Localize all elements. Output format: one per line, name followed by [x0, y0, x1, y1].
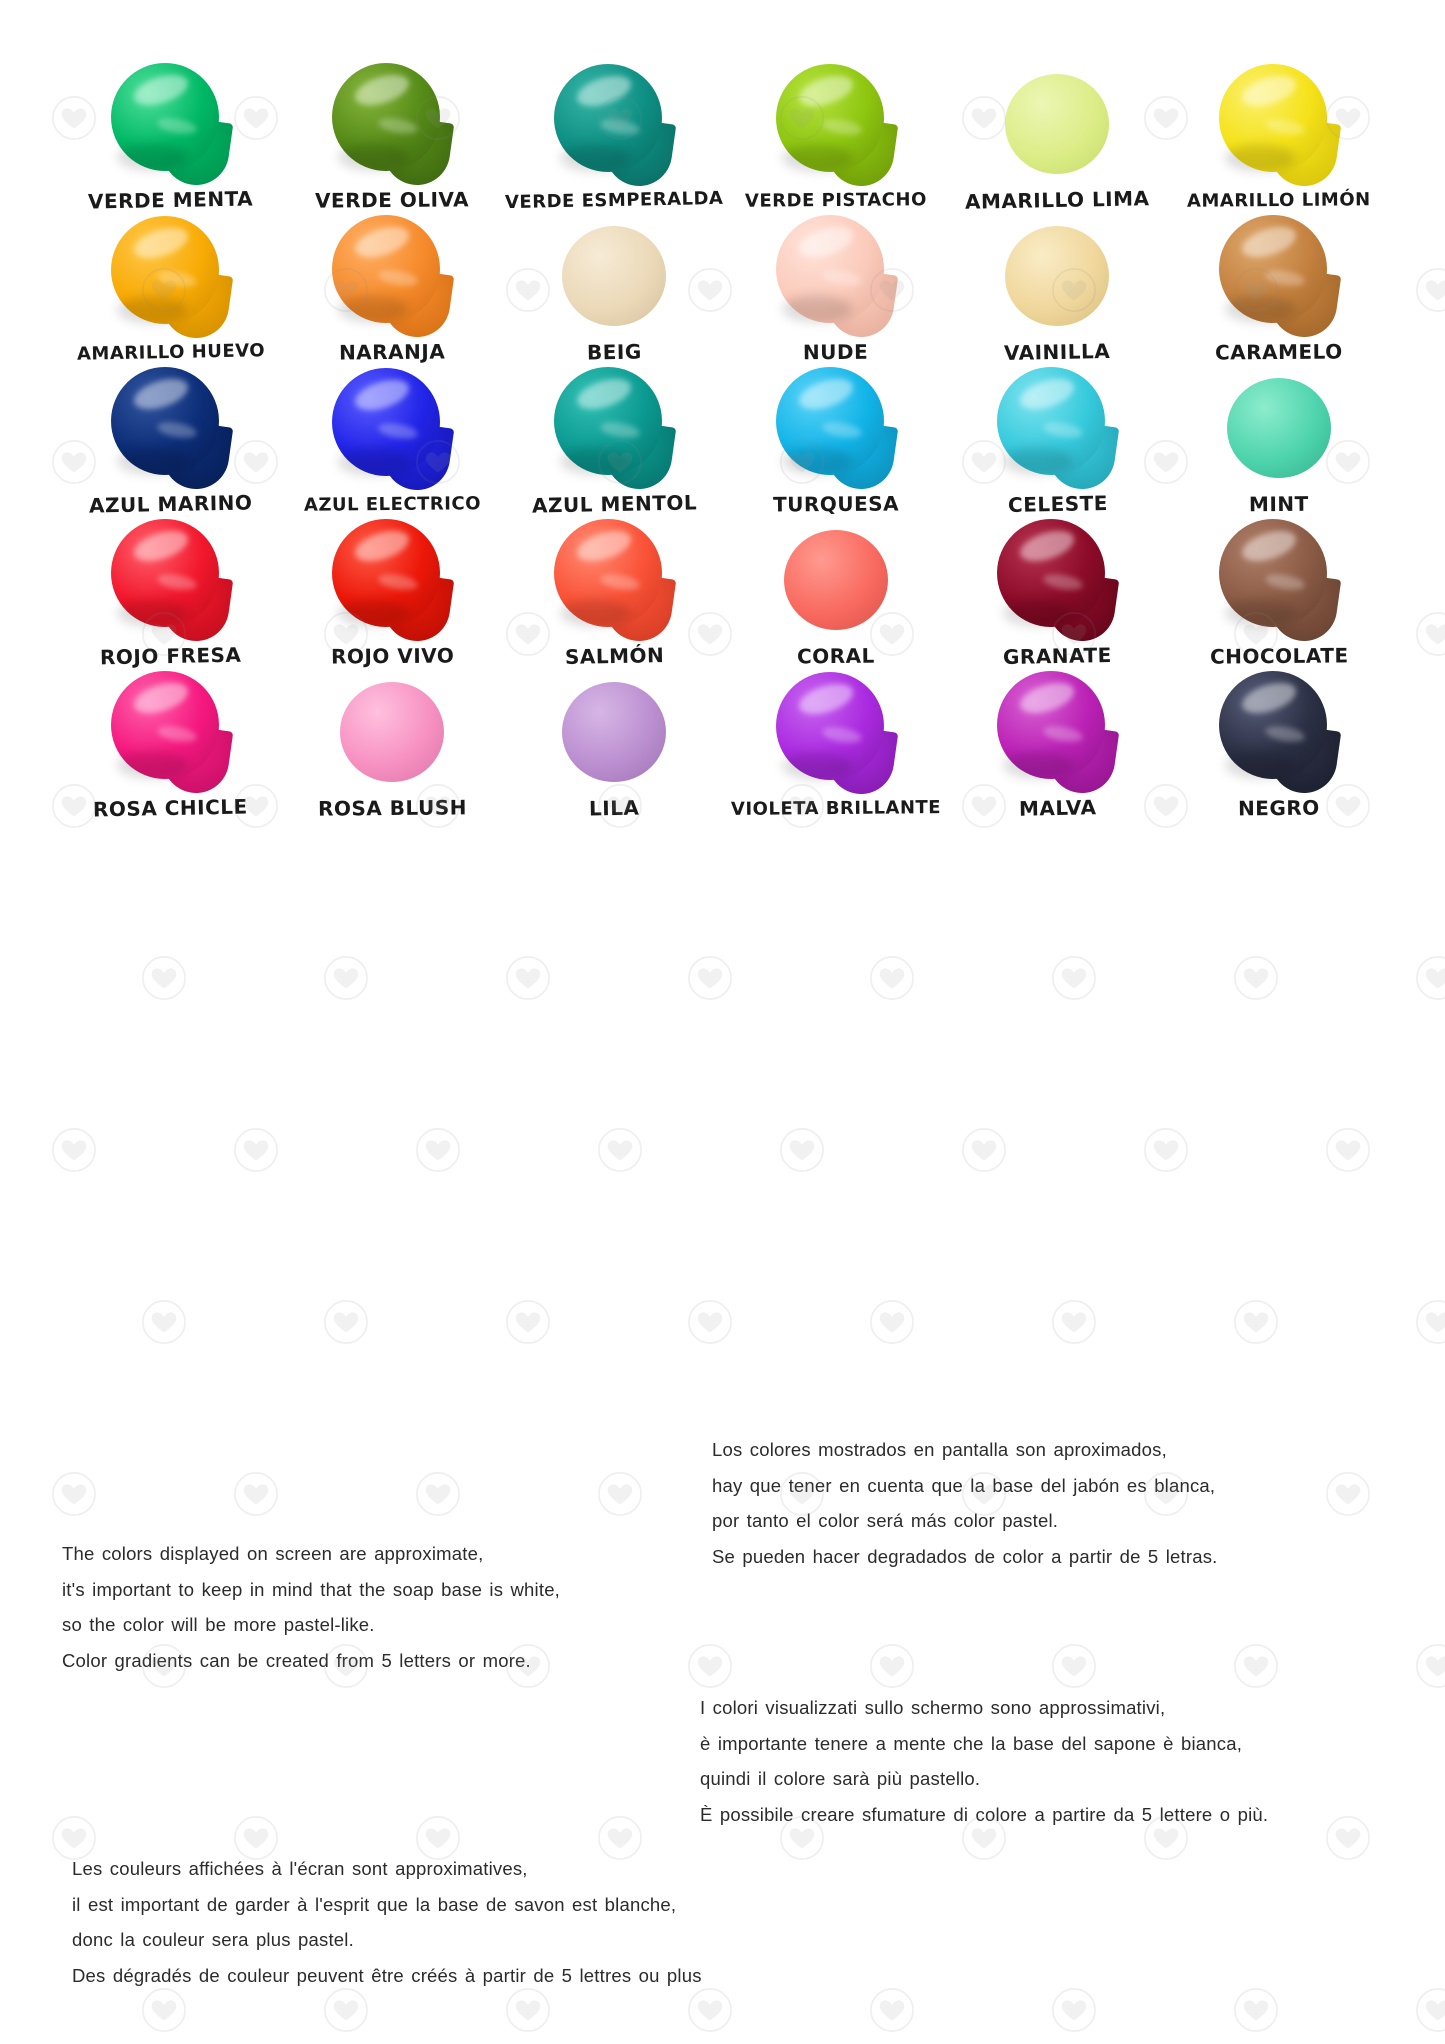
- color-name-label: BEIG: [586, 339, 642, 365]
- note-line: it's important to keep in mind that the soap base is white,: [62, 1578, 561, 1600]
- color-name-label: LILA: [588, 795, 640, 821]
- note-line: Des dégradés de couleur peuvent être créés à partir de 5 lettres ou plus: [72, 1964, 702, 1986]
- color-name-label: VERDE ESMPERALDA: [504, 187, 724, 214]
- note-spanish: [712, 1432, 1412, 1574]
- color-name-label: ROSA CHICLE: [93, 794, 249, 822]
- color-name-label: VAINILLA: [1004, 338, 1111, 366]
- color-name-label: ROSA BLUSH: [317, 795, 468, 821]
- note-line: hay que tener en cuenta que la base del jabón es blanca,: [712, 1474, 1216, 1496]
- note-line: Les couleurs affichées à l'écran sont approximatives,: [72, 1858, 528, 1879]
- color-name-label: AMARILLO LIMA: [965, 186, 1150, 214]
- note-english: [62, 1536, 762, 1678]
- note-line: quindi il colore sarà più pastello.: [700, 1768, 981, 1790]
- color-name-label: CORAL: [796, 643, 875, 669]
- color-name-label: GRANATE: [1002, 642, 1113, 670]
- color-name-label: ROJO FRESA: [99, 642, 242, 670]
- note-line: è importante tenere a mente che la base del sapone è bianca,: [700, 1732, 1243, 1754]
- color-name-label: VERDE PISTACHO: [744, 189, 927, 212]
- note-line: Color gradients can be created from 5 letters or more.: [62, 1649, 531, 1671]
- color-name-label: VERDE OLIVA: [315, 187, 470, 213]
- color-name-label: SALMÓN: [564, 643, 665, 669]
- color-name-label: VIOLETA BRILLANTE: [730, 797, 941, 820]
- note-line: I colori visualizzati sullo schermo sono approssimativi,: [700, 1697, 1166, 1718]
- note-line: so the color will be more pastel-like.: [62, 1614, 375, 1636]
- note-line: È possibile creare sfumature di colore a partire da 5 lettere o più.: [700, 1803, 1269, 1825]
- color-name-label: ROJO VIVO: [330, 643, 455, 669]
- color-name-label: VERDE MENTA: [88, 186, 254, 214]
- color-name-label: CARAMELO: [1215, 339, 1344, 365]
- note-line: donc la couleur sera plus pastel.: [72, 1929, 354, 1951]
- note-line: Se pueden hacer degradados de color a partir de 5 letras.: [712, 1545, 1218, 1567]
- note-line: The colors displayed on screen are approximate,: [62, 1543, 484, 1564]
- color-name-label: AMARILLO HUEVO: [76, 340, 266, 365]
- color-name-label: TURQUESA: [772, 491, 899, 517]
- color-name-label: AZUL MARINO: [88, 490, 253, 518]
- color-name-label: NARANJA: [339, 339, 446, 365]
- note-italian: [700, 1690, 1440, 1832]
- color-name-label: NEGRO: [1238, 795, 1321, 821]
- color-name-label: CELESTE: [1007, 491, 1108, 517]
- color-name-label: AZUL MENTOL: [531, 490, 697, 518]
- color-name-label: MINT: [1249, 491, 1310, 517]
- note-line: Los colores mostrados en pantalla son aproximados,: [712, 1439, 1167, 1460]
- color-name-label: AZUL ELECTRICO: [303, 493, 482, 516]
- color-name-label: MALVA: [1018, 795, 1097, 821]
- color-name-label: AMARILLO LIMÓN: [1187, 189, 1372, 212]
- note-line: por tanto el color será más color pastel.: [712, 1510, 1059, 1532]
- note-french: [72, 1851, 872, 1993]
- note-line: il est important de garder à l'esprit que la base de savon est blanche,: [72, 1893, 677, 1915]
- color-name-label: NUDE: [803, 339, 869, 365]
- color-name-label: CHOCOLATE: [1209, 643, 1349, 669]
